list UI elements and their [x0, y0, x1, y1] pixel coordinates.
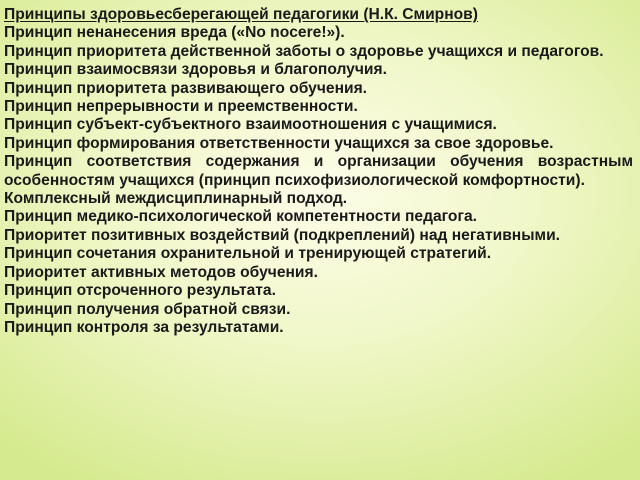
slide-content — [4, 6, 633, 474]
principle-item-2: Принцип приоритета действенной заботы о здоровье учащихся и педагогов. — [4, 42, 604, 60]
principle-item-1: Принцип ненанесения вреда («No nocere!»). — [4, 24, 345, 42]
principle-item-11: Приоритет позитивных воздействий (подкреплений) над негативными. — [4, 226, 560, 244]
principle-item-4: Принцип приоритета развивающего обучения. — [4, 79, 368, 97]
principle-item-14: Принцип отсроченного результата. — [4, 282, 276, 300]
principle-item-9: Комплексный междисциплинарный подход. — [4, 190, 348, 208]
principle-item-10: Принцип медико-психологической компетентности педагога. — [4, 208, 477, 226]
principle-item-12: Принцип сочетания охранительной и тренирующей стратегий. — [4, 245, 492, 263]
principle-item-15: Принцип получения обратной связи. — [4, 300, 291, 318]
slide-title: Принципы здоровьесберегающей педагогики (Н.К. Смирнов) — [4, 6, 478, 23]
principle-item-5: Принцип непрерывности и преемственности. — [4, 98, 358, 116]
principle-item-13: Приоритет активных методов обучения. — [4, 263, 318, 281]
principle-item-7: Принцип формирования ответственности учащихся за свое здоровье. — [4, 134, 554, 152]
principle-item-6: Принцип субъект-субъектного взаимоотношения с учащимися. — [4, 116, 497, 134]
principle-item-3: Принцип взаимосвязи здоровья и благополучия. — [4, 61, 387, 79]
principle-item-16: Принцип контроля за результатами. — [4, 318, 284, 336]
principle-item-8: Принцип соответствия содержания и организации обучения возрастным особенностям учащихся (принцип психофизиологической комфортности). — [4, 153, 633, 189]
